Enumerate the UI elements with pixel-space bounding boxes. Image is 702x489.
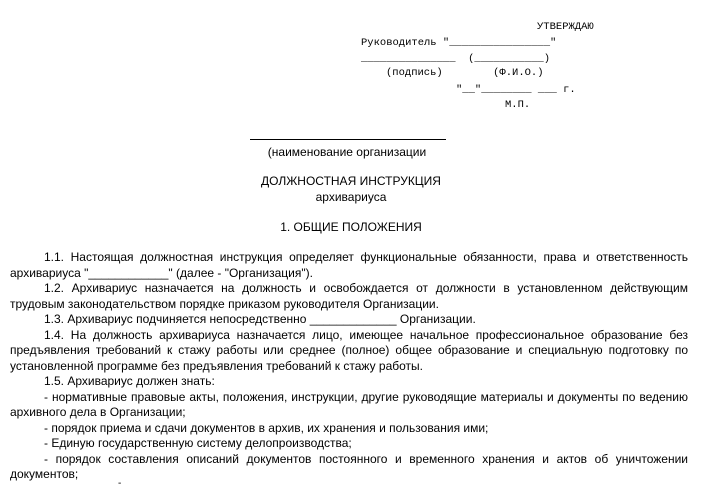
document-subtitle: архивариуса [315, 190, 387, 204]
signature-captions: (подпись) (Ф.И.О.) [386, 67, 544, 79]
paragraph-1-4: 1.4. На должность архивариуса назначается лицо, имеющее начальное профессиональное образование без предъявления требований к стажу работы или среднее (полное) общее образование и специальную подготовку по установленной программе без предъявления требований к стажу работы. [10, 327, 688, 373]
date-line: "__"________ ___ г. [456, 84, 576, 96]
list-item: - порядок составления описаний документов постоянного и временного хранения и актов об уничтожении документов; [10, 451, 688, 481]
list-item: - нормативные правовые акты, положения, инструкции, другие руководящие материалы и документы по ведению архивного дела в Организации; [10, 389, 688, 419]
approval-label: УТВЕРЖДАЮ [537, 21, 594, 33]
document-body [10, 250, 688, 483]
section-heading: 1. ОБЩИЕ ПОЛОЖЕНИЯ [280, 220, 422, 234]
paragraph-1-1: 1.1. Настоящая должностная инструкция определяет функциональные обязанности, права и ответственность архивариуса "____________" (далее - "Организация"). [10, 250, 688, 280]
cutoff-mark: - [118, 478, 122, 489]
list-item: - порядок приема и сдачи документов в архив, их хранения и пользования ими; [44, 420, 489, 435]
paragraph-1-3: 1.3. Архивариус подчиняется непосредственно _____________ Организации. [44, 312, 476, 326]
seal-label: М.П. [505, 99, 531, 111]
document-title: ДОЛЖНОСТНАЯ ИНСТРУКЦИЯ [261, 174, 441, 188]
paragraph-1-2: 1.2. Архивариус назначается на должность и освобождается от должности в установленном действующим трудовым законодательством порядке приказом руководителя Организации. [10, 281, 688, 311]
signature-line: _______________ (___________) [361, 53, 551, 65]
organization-caption: (наименование организации [267, 145, 427, 159]
head-signature-line: Руководитель "________________" [361, 37, 557, 49]
list-item: - Единую государственную систему делопроизводства; [44, 436, 352, 450]
organization-name-line [250, 139, 446, 140]
paragraph-1-5: 1.5. Архивариус должен знать: [44, 374, 215, 388]
